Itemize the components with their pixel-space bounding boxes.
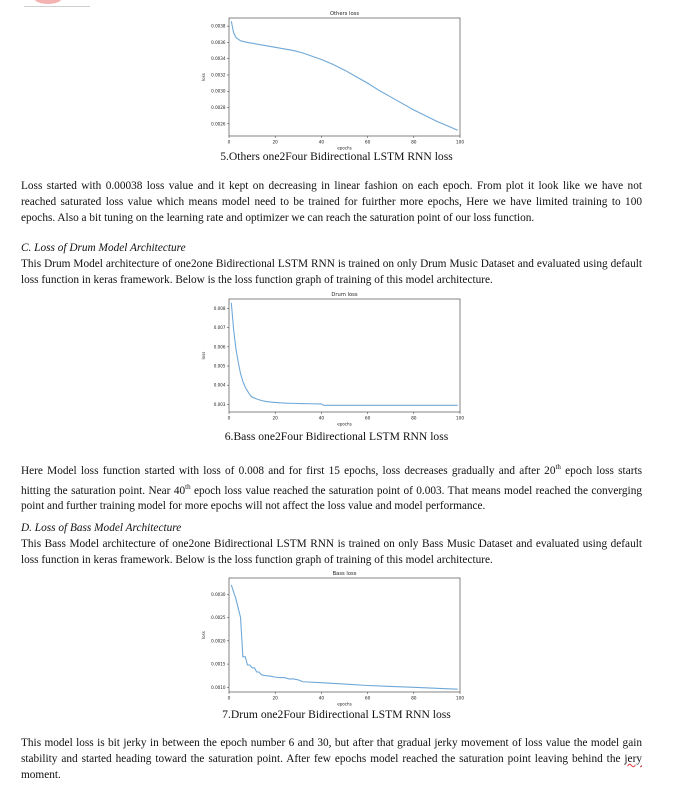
x-tick-label: 100	[455, 140, 465, 146]
paragraph-bass-intro: This Bass Model architecture of one2one Bidirectional LSTM RNN is trained on only Bass Music Dataset and evaluated using default loss function in keras framework. Below is the loss function graph of training of this model architecture.	[21, 538, 642, 566]
x-tick-label: 60	[364, 140, 371, 146]
y-axis-label: loss	[201, 351, 206, 360]
x-tick-label: 0	[227, 416, 231, 422]
y-tick-label: 0.0030	[211, 591, 226, 597]
x-tick-label: 0	[227, 696, 231, 702]
x-axis-label: epochs	[337, 421, 352, 427]
x-axis-label: epochs	[337, 145, 352, 150]
x-axis-label: epochs	[337, 701, 352, 707]
paragraph-drum-analysis	[21, 460, 642, 515]
figure-5-caption: 5.Others one2Four Bidirectional LSTM RNN loss	[220, 150, 453, 163]
x-tick-label: 20	[272, 416, 278, 422]
y-tick-label: 0.008	[213, 306, 226, 312]
superscript-th-2: th	[185, 482, 191, 491]
logo-fragment	[34, 0, 62, 4]
chart-title: Others loss	[329, 11, 360, 17]
y-tick-label: 0.0015	[211, 661, 226, 667]
x-tick-label: 20	[272, 696, 278, 702]
x-tick-label: 40	[318, 696, 325, 702]
y-tick-label: 0.0010	[211, 684, 226, 690]
header-decoration	[24, 0, 90, 7]
x-tick-label: 100	[455, 696, 465, 702]
x-tick-label: 60	[364, 696, 371, 702]
misspelled-word: jery	[624, 752, 642, 765]
y-tick-label: 0.006	[213, 344, 226, 350]
y-tick-label: 0.007	[213, 325, 226, 331]
x-tick-label: 80	[411, 416, 417, 422]
y-tick-label: 0.0036	[211, 39, 226, 45]
y-axis-label: loss	[201, 73, 206, 81]
loss-series-line	[231, 303, 457, 405]
paragraph-drum-analysis-part2: epoch loss starts hitting the saturation point. Near 40	[21, 464, 643, 497]
section-d-heading: D. Loss of Bass Model Architecture	[21, 522, 182, 534]
y-tick-label: 0.0026	[211, 121, 226, 127]
y-tick-label: 0.004	[213, 382, 226, 388]
chart-bass-loss	[197, 568, 467, 708]
chart-title: Drum loss	[331, 292, 358, 298]
y-axis-label: loss	[201, 631, 206, 639]
y-tick-label: 0.0032	[211, 72, 226, 78]
x-tick-label: 100	[455, 416, 465, 422]
paragraph-drum-analysis-part1: Here Model loss function started with loss of 0.008 and for first 15 epochs, loss decreases gradually and after 20	[21, 464, 556, 477]
x-tick-label: 60	[364, 416, 371, 422]
x-tick-label: 40	[318, 416, 325, 422]
x-tick-label: 80	[411, 696, 417, 702]
chart-title: Bass loss	[332, 571, 357, 577]
x-tick-label: 40	[318, 140, 325, 146]
paragraph-drum-analysis-part3: epoch loss value reached the saturation point of 0.003. That means model reached the converging point and further training model for more epochs will not affect the loss value and model performance.	[21, 484, 642, 513]
paragraph-bass-analysis-part2: moment.	[21, 768, 61, 781]
y-tick-label: 0.0034	[211, 56, 226, 62]
figure-7-caption: 7.Drum one2Four Bidirectional LSTM RNN loss	[222, 708, 451, 721]
x-tick-label: 80	[411, 140, 417, 146]
loss-series-line	[231, 585, 457, 689]
figure-6-caption: 6.Bass one2Four Bidirectional LSTM RNN loss	[224, 430, 449, 443]
y-tick-label: 0.0030	[211, 88, 226, 94]
plot-frame	[229, 18, 460, 136]
x-tick-label: 20	[272, 140, 278, 146]
y-tick-label: 0.003	[213, 401, 226, 407]
superscript-th-1: th	[555, 463, 561, 471]
section-c-heading: C. Loss of Drum Model Architecture	[21, 242, 186, 254]
paragraph-bass-analysis	[21, 736, 642, 784]
loss-series-line	[231, 21, 457, 130]
y-tick-label: 0.0025	[211, 615, 226, 621]
y-tick-label: 0.0020	[211, 638, 226, 644]
y-tick-label: 0.0028	[211, 105, 226, 111]
plot-frame	[229, 299, 460, 412]
paragraph-others-loss: Loss started with 0.00038 loss value and it kept on decreasing in linear fashion on each epoch. From plot it look like we have not reached saturated loss value which means model need to be trained for fuirther more epochs, Here we have limited training to 100 epochs. Also a bit tuning on the learning rate and optimizer we can reach the saturation point of our loss function.	[21, 180, 642, 224]
chart-drum-loss	[197, 289, 467, 431]
x-tick-label: 0	[227, 140, 231, 146]
paragraph-bass-analysis-part1: This model loss is bit jerky in between the epoch number 6 and 30, but after that gradual jerky movement of loss value the model gain stability and started heading toward the saturation point. After few epochs model reached the saturation point leaving behind the	[21, 737, 642, 765]
chart-others-loss	[197, 8, 467, 150]
paragraph-drum-intro: This Drum Model architecture of one2one Bidirectional LSTM RNN is trained on only Drum Music Dataset and evaluated using default loss function in keras framework. Below is the loss function graph of training of this model architecture.	[21, 258, 642, 286]
y-tick-label: 0.0038	[211, 23, 226, 29]
y-tick-label: 0.005	[213, 363, 226, 369]
